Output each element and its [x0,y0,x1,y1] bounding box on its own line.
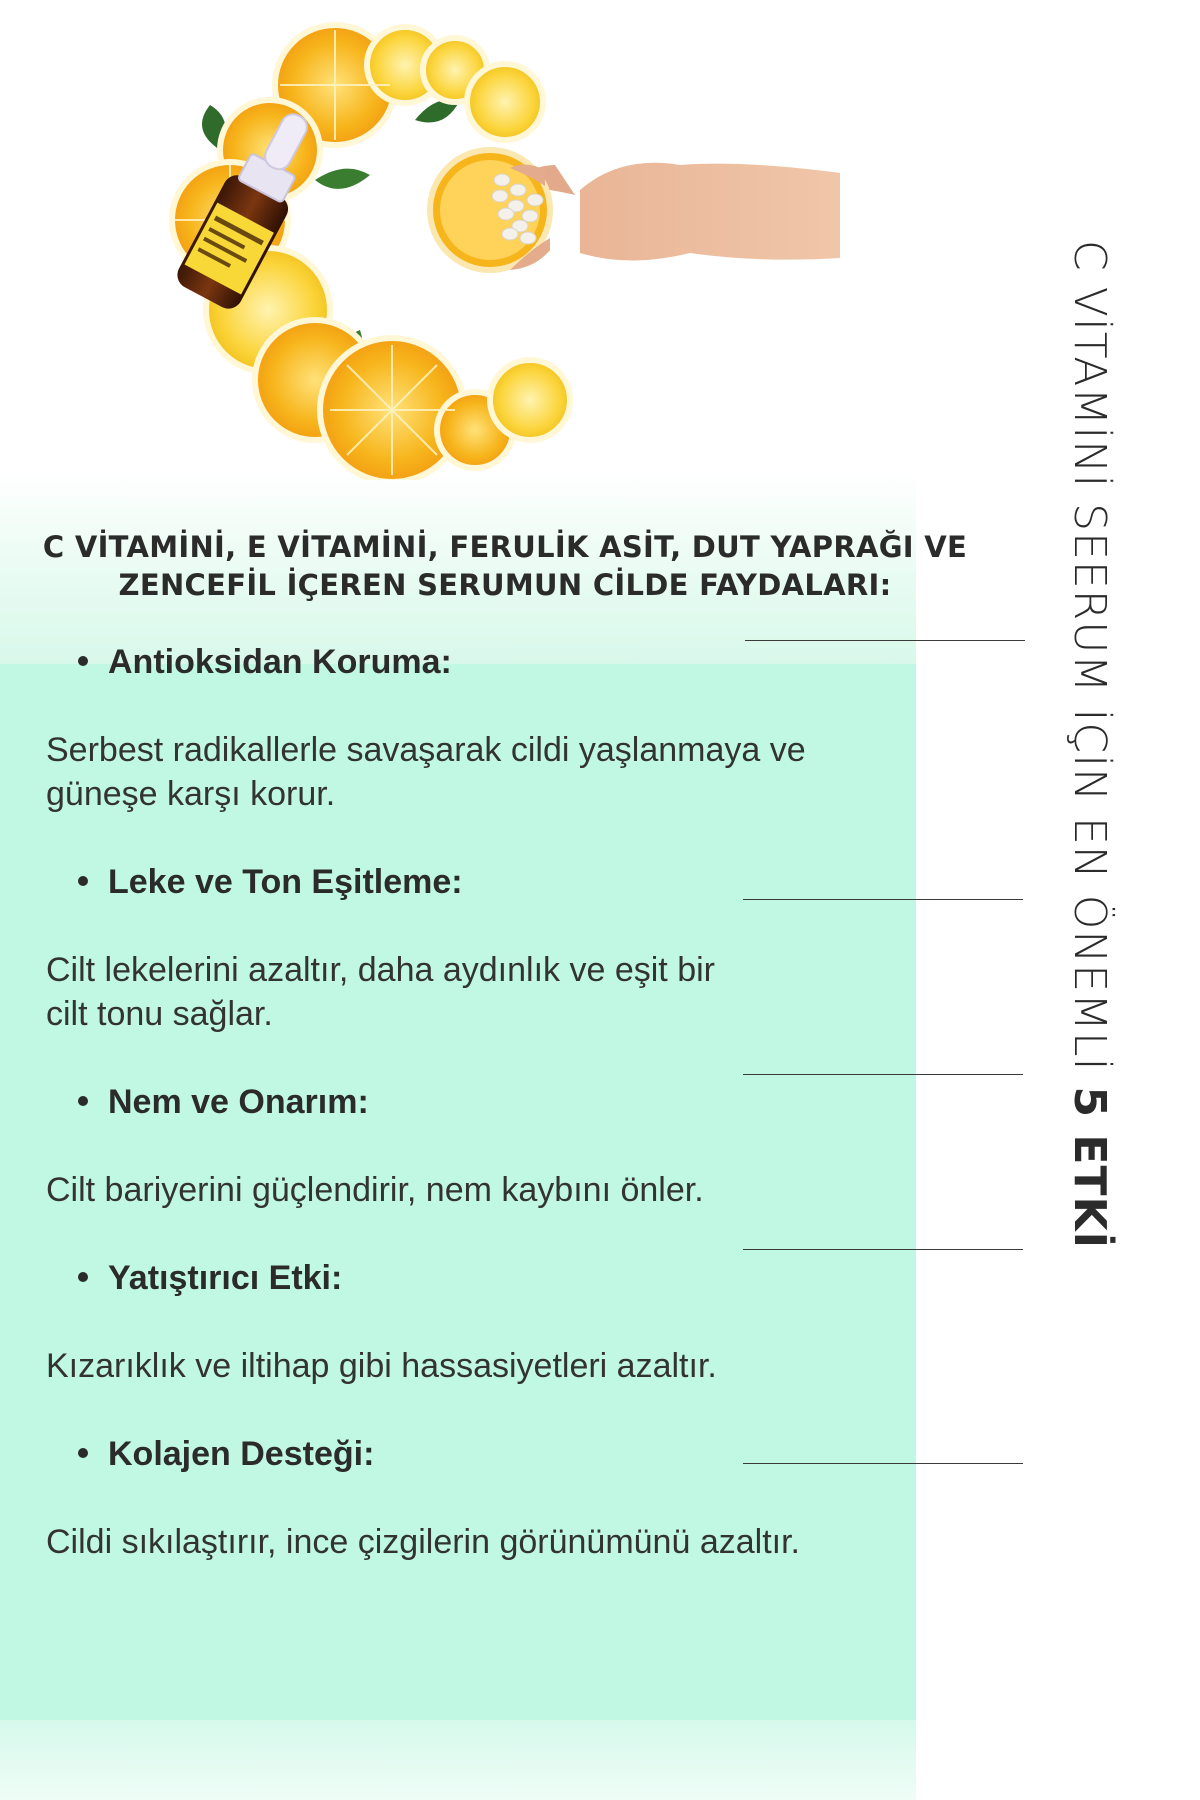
benefit-title-spot-tone: Leke ve Ton Eşitleme: [78,863,463,902]
heading-line-2: ZENCEFİL İÇEREN SERUMUN CİLDE FAYDALARI: [118,568,892,602]
divider-line [743,899,1023,900]
benefit-desc-antioxidant: Serbest radikallerle savaşarak cildi yaşlanmaya ve güneşe karşı korur. [46,731,806,813]
divider-line [745,640,1025,641]
benefit-title-soothing: Yatıştırıcı Etki: [78,1259,342,1298]
benefit-title-moisture-repair: Nem ve Onarım: [78,1083,369,1122]
benefit-desc-spot-tone: Cilt lekelerini azaltır, daha aydınlık ve eşit bir cilt tonu sağlar. [46,951,715,1033]
divider-line [743,1074,1023,1075]
side-title-bold: 5 ETKİ [1064,1086,1115,1249]
vitamin-c-hero-illustration [150,10,870,480]
benefit-title-collagen: Kolajen Desteği: [78,1435,374,1474]
bullet-dot-icon [78,1096,88,1106]
bullet-dot-icon [78,876,88,886]
side-title-vertical [1064,240,1115,1249]
divider-line [743,1249,1023,1250]
benefit-desc-soothing: Kızarıklık ve iltihap gibi hassasiyetleri azaltır. [46,1347,717,1385]
bullet-dot-icon [78,1448,88,1458]
main-heading [20,528,990,604]
benefit-title-antioxidant: Antioksidan Koruma: [78,643,452,682]
benefit-desc-collagen: Cildi sıkılaştırır, ince çizgilerin görünümünü azaltır. [46,1523,800,1561]
benefit-desc-moisture-repair: Cilt bariyerini güçlendirir, nem kaybını önler. [46,1171,704,1209]
divider-line [743,1463,1023,1464]
mint-bottom-band [0,1720,916,1800]
bullet-dot-icon [78,656,88,666]
bullet-dot-icon [78,1272,88,1282]
side-title-light: C VİTAMİNİ SEERUM İÇİN EN ÖNEMLİ [1064,240,1115,1072]
heading-line-1: C VİTAMİNİ, E VİTAMİNİ, FERULİK ASİT, DUT YAPRAĞI VE [42,530,968,564]
